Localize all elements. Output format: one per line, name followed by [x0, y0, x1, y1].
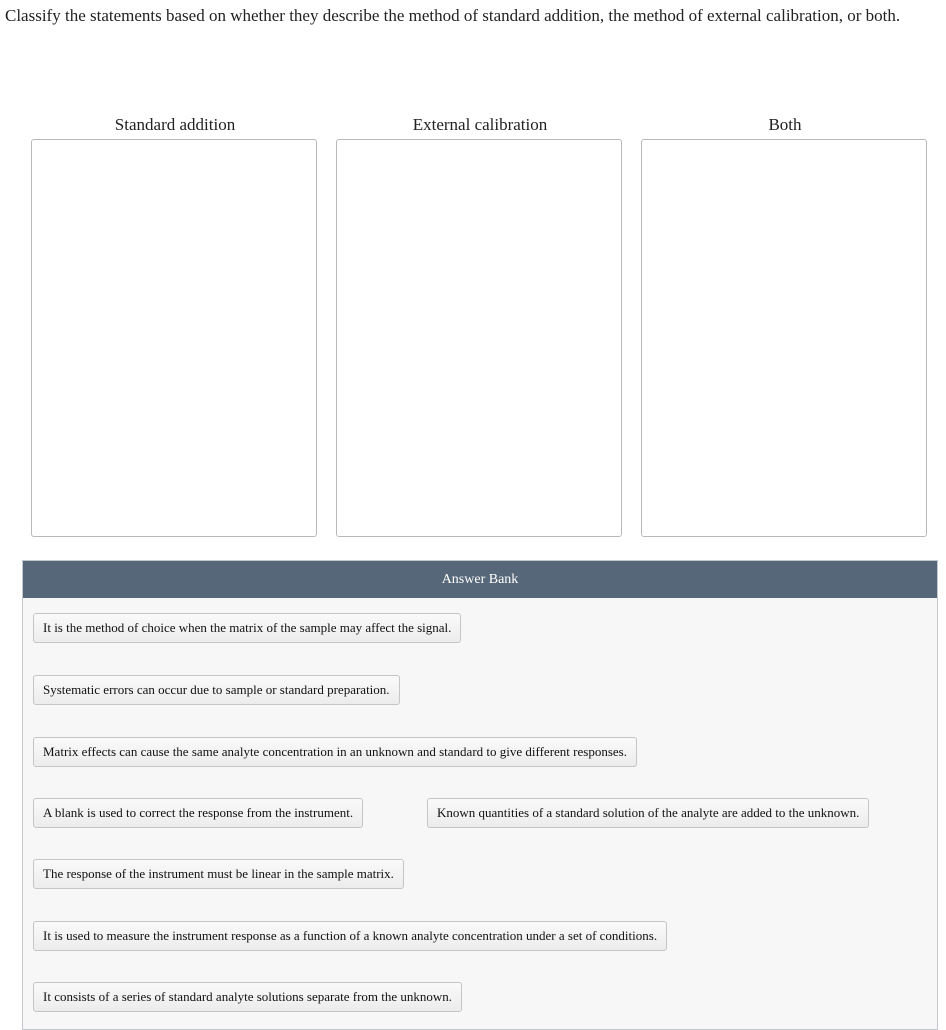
drop-zone-external-calibration[interactable] — [336, 139, 622, 537]
drop-zone-standard-addition[interactable] — [31, 139, 317, 537]
drop-zone-both[interactable] — [641, 139, 927, 537]
answer-chip[interactable]: It is the method of choice when the matrix of the sample may affect the signal. — [33, 613, 461, 643]
question-prompt: Classify the statements based on whether they describe the method of standard addition, the method of external calibration, or both. — [5, 6, 901, 25]
answer-chip[interactable]: Known quantities of a standard solution of the analyte are added to the unknown. — [427, 798, 869, 828]
column-label-both: Both — [768, 115, 802, 134]
answer-chip[interactable]: It is used to measure the instrument response as a function of a known analyte concentration under a set of conditions. — [33, 921, 667, 951]
column-label-standard-addition: Standard addition — [114, 115, 236, 134]
answer-chip[interactable]: It consists of a series of standard analyte solutions separate from the unknown. — [33, 982, 462, 1012]
answer-chip[interactable]: Matrix effects can cause the same analyte concentration in an unknown and standard to give different responses. — [33, 737, 637, 767]
answer-chip[interactable]: Systematic errors can occur due to sample or standard preparation. — [33, 675, 400, 705]
answer-chip[interactable]: A blank is used to correct the response from the instrument. — [33, 798, 363, 828]
answer-bank-title: Answer Bank — [23, 561, 937, 598]
answer-chip[interactable]: The response of the instrument must be linear in the sample matrix. — [33, 859, 404, 889]
column-label-external-calibration: External calibration — [412, 115, 548, 134]
answer-bank — [22, 560, 938, 1030]
